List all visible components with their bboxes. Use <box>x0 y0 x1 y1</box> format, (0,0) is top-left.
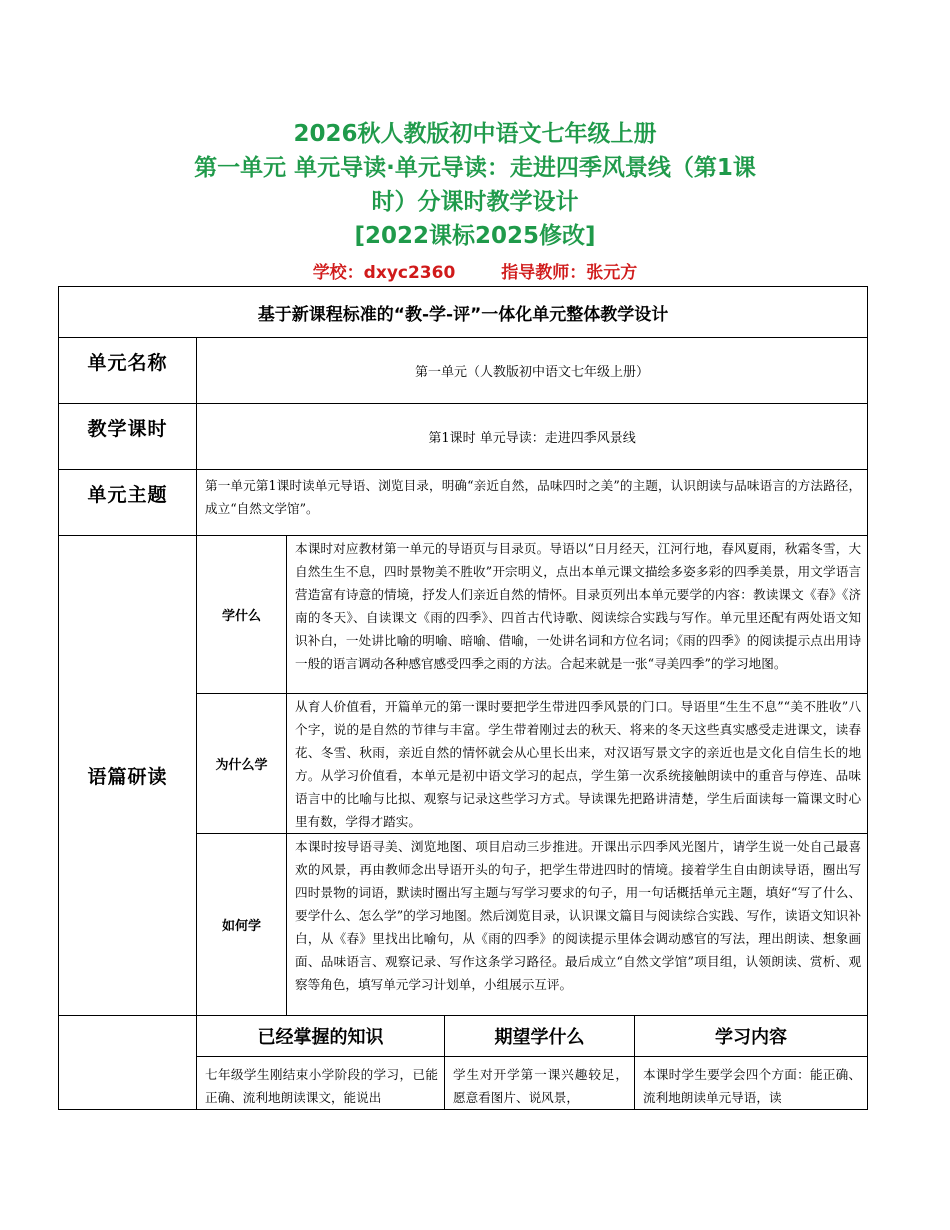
what-label: 学什么 <box>197 536 287 694</box>
period-value: 第1课时 单元导读：走进四季风景线 <box>197 404 868 470</box>
doc-title-line-3: 时）分课时教学设计 <box>371 189 579 215</box>
period-label: 教学课时 <box>59 404 197 470</box>
teacher-label: 指导教师：张元方 <box>501 263 638 283</box>
school-info <box>0 258 950 283</box>
expect-header: 期望学什么 <box>445 1016 635 1057</box>
theme-value: 第一单元第1课时读单元导语、浏览目录，明确“亲近自然，品味四时之美”的主题，认识朗读与品味语言的方法路径，成立“自然文学馆”。 <box>197 470 868 536</box>
doc-title-line-1: 2026秋人教版初中语文七年级上册 <box>293 121 657 147</box>
content-value: 本课时学生要学会四个方面：能正确、流利地朗读单元导语，读 <box>635 1057 868 1110</box>
reading-label: 语篇研读 <box>59 536 197 1016</box>
content-header: 学习内容 <box>635 1016 868 1057</box>
known-header: 已经掌握的知识 <box>197 1016 445 1057</box>
doc-title-line-2: 第一单元 单元导读·单元导读：走进四季风景线（第1课 <box>194 155 756 181</box>
what-value: 本课时对应教材第一单元的导语页与目录页。导语以“日月经天，江河行地，春风夏雨，秋霜冬雪，大自然生生不息，四时景物美不胜收”开宗明义，点出本单元课文描绘多姿多彩的四季美景，用文学语言营造富有诗意的情境，抒发人们亲近自然的情怀。目录页列出本单元要学的内容：教读课文《春》《济南的冬天》、自读课文《雨的四季》、四首古代诗歌、阅读综合实践与写作。单元里还配有两处语文知识补白，一处讲比喻的明喻、暗喻、借喻，一处讲名词和方位名词；《雨的四季》的阅读提示点出用诗一般的语言调动各种感官感受四季之雨的方法。合起来就是一张“寻美四季”的学习地图。 <box>287 536 868 694</box>
how-value: 本课时按导语寻美、浏览地图、项目启动三步推进。开课出示四季风光图片，请学生说一处自己最喜欢的风景，再由教师念出导语开头的句子，把学生带进四时的情境。接着学生自由朗读导语，圈出写四时景物的词语，默读时圈出写主题与写学习要求的句子，用一句话概括单元主题，填好“写了什么、要学什么、怎么学”的学习地图。然后浏览目录，认识课文篇目与阅读综合实践、写作，读语文知识补白，从《春》里找出比喻句，从《雨的四季》的阅读提示里体会调动感官的写法，理出朗读、想象画面、品味语言、观察记录、写作这条学习路径。最后成立“自然文学馆”项目组，认领朗读、赏析、观察等角色，填写单元学习计划单，小组展示互评。 <box>287 834 868 1016</box>
theme-label: 单元主题 <box>59 470 197 536</box>
empty-left-cell <box>59 1016 197 1110</box>
table-header: 基于新课程标准的“教-学-评”一体化单元整体教学设计 <box>59 287 868 338</box>
design-table <box>58 286 868 1110</box>
expect-value: 学生对开学第一课兴趣较足，愿意看图片、说风景， <box>445 1057 635 1110</box>
unit-name-value: 第一单元（人教版初中语文七年级上册） <box>197 338 868 404</box>
how-label: 如何学 <box>197 834 287 1016</box>
unit-name-label: 单元名称 <box>59 338 197 404</box>
school-label: 学校：dxyc2360 <box>312 263 456 283</box>
why-label: 为什么学 <box>197 694 287 834</box>
known-value: 七年级学生刚结束小学阶段的学习，已能正确、流利地朗读课文，能说出 <box>197 1057 445 1110</box>
why-value: 从育人价值看，开篇单元的第一课时要把学生带进四季风景的门口。导语里“生生不息”“美不胜收”八个字，说的是自然的节律与丰富。学生带着刚过去的秋天、将来的冬天这些真实感受走进课文，读春花、冬雪、秋雨，亲近自然的情怀就会从心里长出来，对汉语写景文字的亲近也是文化自信生长的地方。从学习价值看，本单元是初中语文学习的起点，学生第一次系统接触朗读中的重音与停连、品味语言中的比喻与比拟、观察与记录这些学习方式。导读课先把路讲清楚，学生后面读每一篇课文时心里有数，学得才踏实。 <box>287 694 868 834</box>
doc-title-line-4: [2022课标2025修改] <box>354 223 596 249</box>
